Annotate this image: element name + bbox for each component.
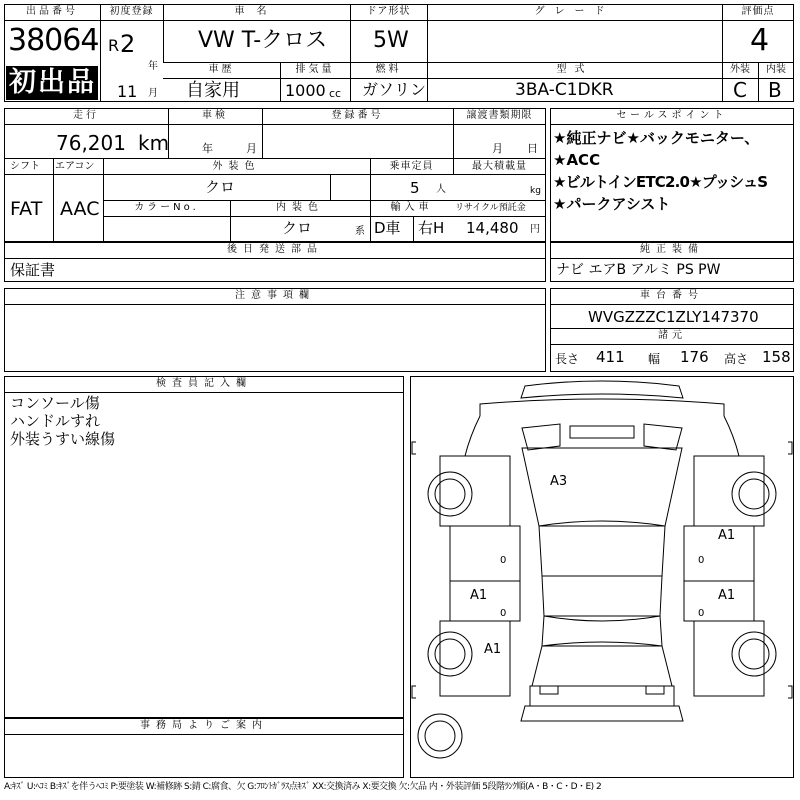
- int-grade: B: [768, 78, 782, 102]
- ac-label: エアコン: [55, 161, 95, 172]
- height-value: 158: [762, 348, 791, 366]
- zero-mark: 0: [500, 555, 507, 566]
- equipment-label: 純正装備: [640, 244, 704, 255]
- notes-label: 注意事項欄: [235, 290, 315, 301]
- length-label: 長さ: [555, 352, 580, 366]
- transfer-label: 譲渡書類期限: [466, 110, 533, 121]
- fuel-value: ガソリン: [362, 80, 427, 99]
- door-label: ドア形状: [366, 6, 411, 17]
- sales-point-line: ★パークアシスト: [553, 195, 671, 213]
- first-listing-text: 初出品: [9, 67, 96, 98]
- length-value: 411: [596, 348, 625, 366]
- history-value: 自家用: [186, 80, 240, 101]
- width-value: 176: [680, 348, 709, 366]
- chassis-number: WVGZZZC1ZLY147370: [588, 308, 759, 326]
- lot-number-label: 出品番号: [26, 6, 78, 17]
- mileage-unit: km: [138, 131, 170, 155]
- shift-label: シフト: [10, 161, 40, 172]
- model-label: 型式: [556, 64, 593, 75]
- sales-point-line: ★ビルトインETC2.0★プッシュS: [553, 173, 768, 191]
- reg-month: 11: [117, 82, 138, 101]
- recycle-label: リサイクル預託金: [455, 203, 526, 213]
- recycle-unit: 円: [530, 224, 540, 235]
- load-unit: kg: [530, 186, 541, 196]
- reg-era: R: [108, 36, 120, 55]
- displacement-value: 1000: [285, 81, 326, 100]
- ac-value: AAC: [60, 198, 100, 220]
- exterior-color-label: 外装色: [212, 161, 261, 172]
- equipment-value: ナビ エアB アルミ PS PW: [556, 262, 721, 278]
- history-label: 車歴: [208, 64, 235, 75]
- zero-mark: 0: [698, 608, 705, 619]
- width-label: 幅: [648, 352, 661, 366]
- reg-month-unit: 月: [148, 88, 158, 99]
- sales-point-line: ★純正ナビ★バックモニター、: [553, 129, 760, 147]
- import-drive: D車: [374, 219, 401, 237]
- car-name-label: 車名: [234, 6, 279, 17]
- zero-mark: 0: [500, 608, 507, 619]
- height-label: 高さ: [724, 352, 749, 366]
- inspector-label: 検査員記入欄: [156, 378, 252, 389]
- ext-grade: C: [733, 78, 747, 102]
- inspection-month: 月: [246, 142, 257, 155]
- int-grade-label: 内装: [766, 64, 786, 75]
- car-name: VW T-クロス: [198, 28, 328, 53]
- inspector-line: 外装うすい線傷: [10, 430, 116, 448]
- plate-label: 登録番号: [331, 110, 384, 121]
- ext-grade-label: 外装: [730, 64, 750, 75]
- color-no-label: カラーNo.: [134, 202, 199, 213]
- exterior-color: クロ: [205, 178, 236, 196]
- later-parts-value: 保証書: [10, 261, 56, 279]
- score-label: 評価点: [741, 6, 775, 17]
- specs-label: 諸元: [658, 330, 686, 341]
- import-label: 輸入車: [390, 202, 433, 213]
- reg-year: 2: [120, 30, 136, 58]
- sales-point-line: ★ACC: [553, 151, 601, 169]
- transfer-day: 日: [527, 142, 538, 155]
- inspection-label: 車検: [202, 110, 228, 121]
- transfer-month: 月: [492, 142, 503, 155]
- load-label: 最大積載量: [472, 161, 527, 172]
- inspector-line: ハンドルすれ: [10, 412, 101, 430]
- displacement-unit: cc: [329, 87, 342, 100]
- legend-text: A:ｷｽﾞ U:ﾍｺﾐ B:ｷｽﾞを伴うﾍｺﾐ P:要塗装 W:補修跡 S:錆 C:腐食、欠 G:ﾌﾛﾝﾄｶﾞﾗｽ点ｷｽﾞ XX:交換済み X:要交換 欠:欠品 内・外装評価 5段階ﾗﾝｸ順(A・B・C・D・E) 2: [4, 782, 602, 792]
- mileage-value: 76,201: [56, 131, 126, 155]
- damage-mark-a1: A1: [470, 588, 488, 603]
- import-side: 右H: [418, 219, 445, 237]
- model-value: 3BA-C1DKR: [515, 80, 614, 100]
- reg-year-unit: 年: [148, 61, 158, 72]
- door-value: 5W: [373, 28, 409, 53]
- damage-mark-a1: A1: [484, 642, 502, 657]
- first-reg-label: 初度登録: [109, 6, 154, 17]
- fuel-label: 燃料: [375, 64, 402, 75]
- inspection-year: 年: [202, 142, 213, 155]
- damage-mark-a1: A1: [718, 528, 736, 543]
- score-value: 4: [750, 23, 770, 58]
- capacity-unit: 人: [436, 184, 446, 195]
- zero-mark: 0: [698, 555, 705, 566]
- capacity-value: 5: [410, 179, 420, 197]
- recycle-value: 14,480: [466, 219, 519, 237]
- interior-color-label: 内装色: [276, 202, 324, 213]
- grade-label: グレード: [534, 6, 615, 17]
- interior-color: クロ: [282, 219, 313, 237]
- inspector-line: コンソール傷: [10, 394, 100, 412]
- capacity-label: 乗車定員: [389, 161, 434, 172]
- office-label: 事務局よりご案内: [140, 720, 268, 731]
- damage-mark-a1: A1: [718, 588, 736, 603]
- displacement-label: 排気量: [295, 64, 335, 75]
- detail-block: [4, 108, 546, 242]
- sales-points-label: セールスポイント: [616, 110, 728, 121]
- mileage-label: 走行: [73, 110, 99, 121]
- interior-suffix: 系: [355, 226, 365, 237]
- lot-number: 38064: [8, 23, 99, 58]
- car-diagram: [410, 376, 794, 778]
- chassis-label: 車台番号: [640, 290, 704, 301]
- later-parts-label: 後日発送部品: [227, 244, 323, 255]
- damage-mark-a3: A3: [550, 474, 568, 489]
- shift-value: FAT: [10, 198, 43, 220]
